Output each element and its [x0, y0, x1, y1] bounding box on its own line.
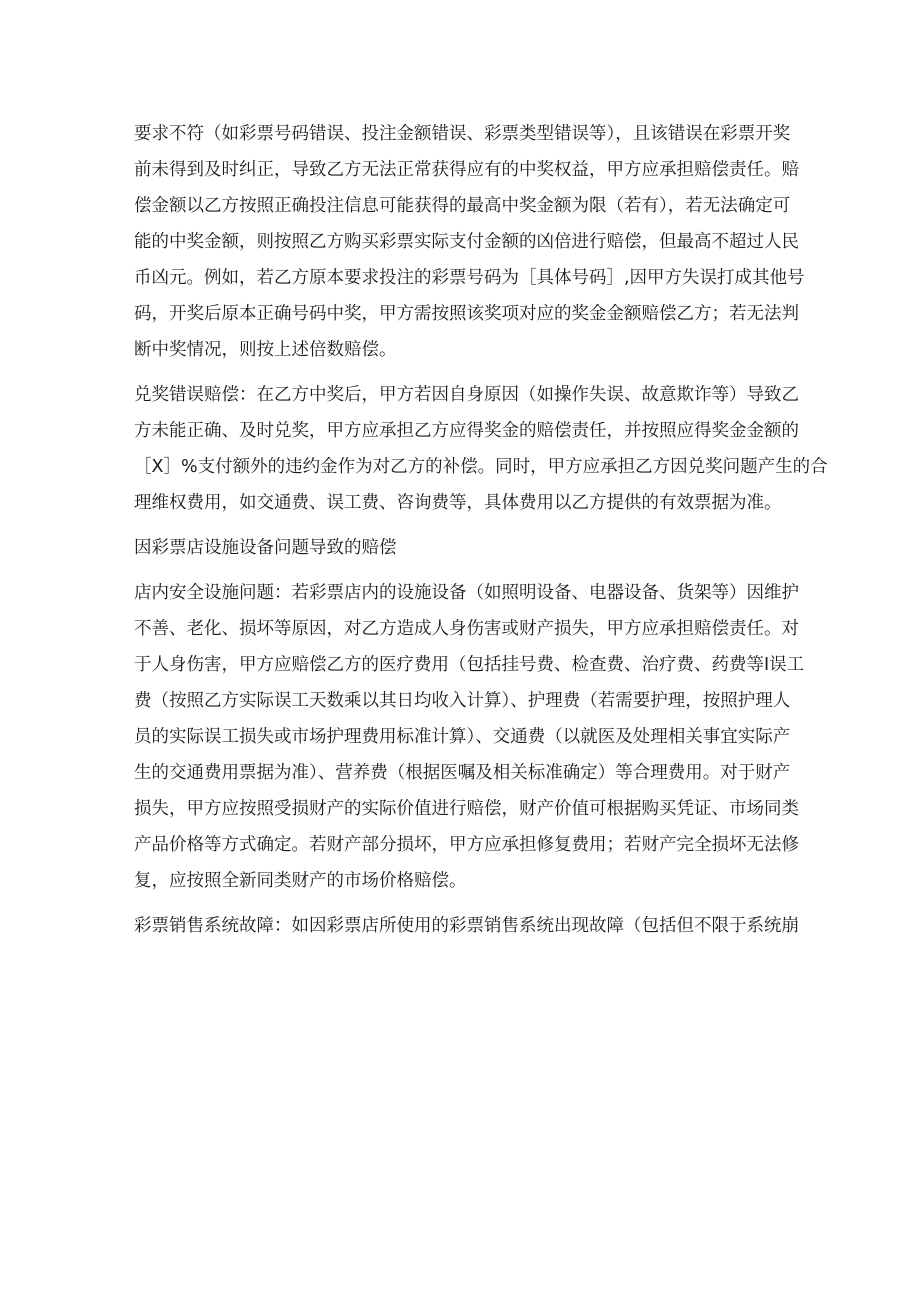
text-line: ［X］%支付额外的违约金作为对乙方的补偿。同时，甲方应承担乙方因兑奖问题产生的合: [134, 457, 828, 477]
paragraph-store-safety-compensation: [134, 575, 805, 899]
text-line: 码，开奖后原本正确号码中奖，甲方需按照该奖项对应的奖金金额赔偿乙方；若无法判: [134, 304, 799, 324]
text-line: 币凶元。例如，若乙方原本要求投注的彩票号码为［具体号码］,因甲方失误打成其他号: [134, 268, 805, 288]
paragraph-sales-system-failure: [134, 908, 799, 944]
text-line: 能的中奖金额，则按照乙方购买彩票实际支付金额的凶倍进行赔偿，但最高不超过人民: [134, 232, 799, 252]
text-line: 损失，甲方应按照受损财产的实际价值进行赔偿，财产价值可根据购买凭证、市场同类: [134, 799, 799, 819]
text-line: 于人身伤害，甲方应赔偿乙方的医疗费用（包括挂号费、检查费、治疗费、药费等I误工: [134, 655, 805, 675]
text-line: 员的实际误工损失或市场护理费用标准计算）、交通费（以就医及处理相关事宜实际产: [134, 727, 791, 747]
document-body: [134, 116, 828, 953]
text-line: 产品价格等方式确定。若财产部分损坏，甲方应承担修复费用；若财产完全损坏无法修: [134, 835, 799, 855]
heading-text: 因彩票店设施设备问题导致的赔偿: [134, 538, 397, 558]
text-line: 店内安全设施问题：若彩票店内的设施设备（如照明设备、电器设备、货架等）因维护: [134, 583, 799, 603]
section-heading: [134, 530, 794, 566]
text-line: 偿金额以乙方按照正确投注信息可能获得的最高中奖金额为限（若有），若无法确定可: [134, 196, 791, 216]
text-line: 断中奖情况，则按上述倍数赔偿。: [134, 340, 397, 360]
text-line: 彩票销售系统故障：如因彩票店所使用的彩票销售系统出现故障（包括但不限于系统崩: [134, 916, 799, 936]
text-line: 复，应按照全新同类财产的市场价格赔偿。: [134, 871, 467, 891]
text-line: 生的交通费用票据为准）、营养费（根据医嘱及相关标准确定）等合理费用。对于财产: [134, 763, 791, 783]
text-line: 费（按照乙方实际误工天数乘以其日均收入计算）、护理费（若需要护理，按照护理人: [134, 691, 791, 711]
text-line: 兑奖错误赔偿：在乙方中奖后，甲方若因自身原因（如操作失误、故意欺诈等）导致乙: [134, 385, 799, 405]
paragraph-redemption-error-compensation: [134, 377, 828, 521]
text-line: 理维权费用，如交通费、误工费、咨询费等，具体费用以乙方提供的有效票据为准。: [134, 493, 782, 513]
text-line: 不善、老化、损坏等原因，对乙方造成人身伤害或财产损失，甲方应承担赔偿责任。对: [134, 619, 799, 639]
text-line: 前未得到及时纠正，导致乙方无法正常获得应有的中奖权益，甲方应承担赔偿责任。赔: [134, 160, 799, 180]
paragraph-ticket-error-compensation: [134, 116, 805, 368]
text-line: 方未能正确、及时兑奖，甲方应承担乙方应得奖金的赔偿责任，并按照应得奖金金额的: [134, 421, 799, 441]
text-line: 要求不符（如彩票号码错误、投注金额错误、彩票类型错误等），且该错误在彩票开奖: [134, 124, 791, 144]
